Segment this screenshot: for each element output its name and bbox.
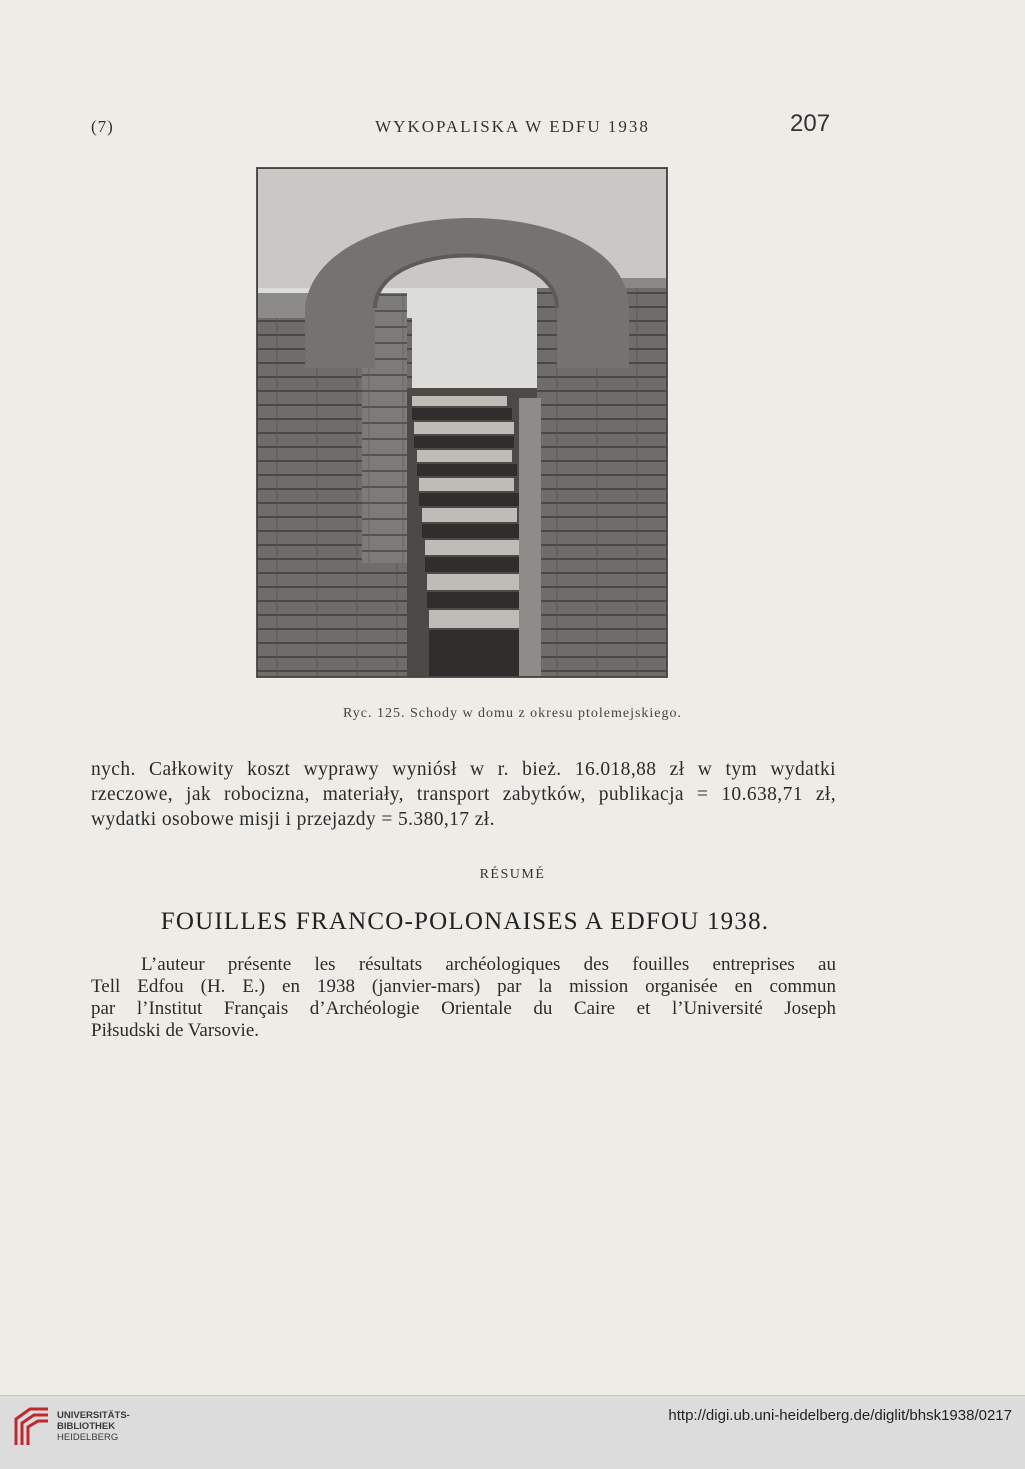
figure-photo-arch-staircase <box>256 167 668 678</box>
permalink-url[interactable]: http://digi.ub.uni-heidelberg.de/diglit/bhsk1938/0217 <box>668 1407 1012 1424</box>
figure-caption: Ryc. 125. Schody w domu z okresu ptolemejskiego. <box>342 706 683 721</box>
paragraph-line: rzeczowe, jak robocizna, materiały, transport zabytków, publikacja = 10.638,71 zł, <box>91 784 836 805</box>
library-logo-icon <box>12 1405 52 1449</box>
paragraph-line: nych. Całkowity koszt wyprawy wyniósł w r. bież. 16.018,88 zł w tym wydatki <box>91 759 836 780</box>
resume-heading: RÉSUMÉ <box>479 867 546 882</box>
french-title: FOUILLES FRANCO-POLONAISES A EDFOU 1938. <box>160 908 770 935</box>
paragraph-line: wydatki osobowe misji i przejazdy = 5.380,17 zł. <box>91 809 495 830</box>
paragraph-line: par l’Institut Français d’Archéologie Orientale du Caire et l’Université Joseph <box>91 998 836 1019</box>
library-name: UNIVERSITÄTS- BIBLIOTHEK HEIDELBERG <box>57 1410 130 1443</box>
paragraph-line: L’auteur présente les résultats archéologiques des fouilles entreprises au <box>141 954 836 975</box>
paragraph-line: Tell Edfou (H. E.) en 1938 (janvier-mars) par la mission organisée en commun <box>91 976 836 997</box>
page-number: 207 <box>790 110 831 137</box>
chapter-marker: (7) <box>91 117 114 136</box>
polish-paragraph <box>91 757 836 832</box>
french-paragraph <box>91 954 836 1042</box>
running-header: WYKOPALISKA W EDFU 1938 <box>375 117 650 136</box>
paragraph-line: Piłsudski de Varsovie. <box>91 1020 260 1041</box>
library-footer <box>0 1395 1025 1469</box>
